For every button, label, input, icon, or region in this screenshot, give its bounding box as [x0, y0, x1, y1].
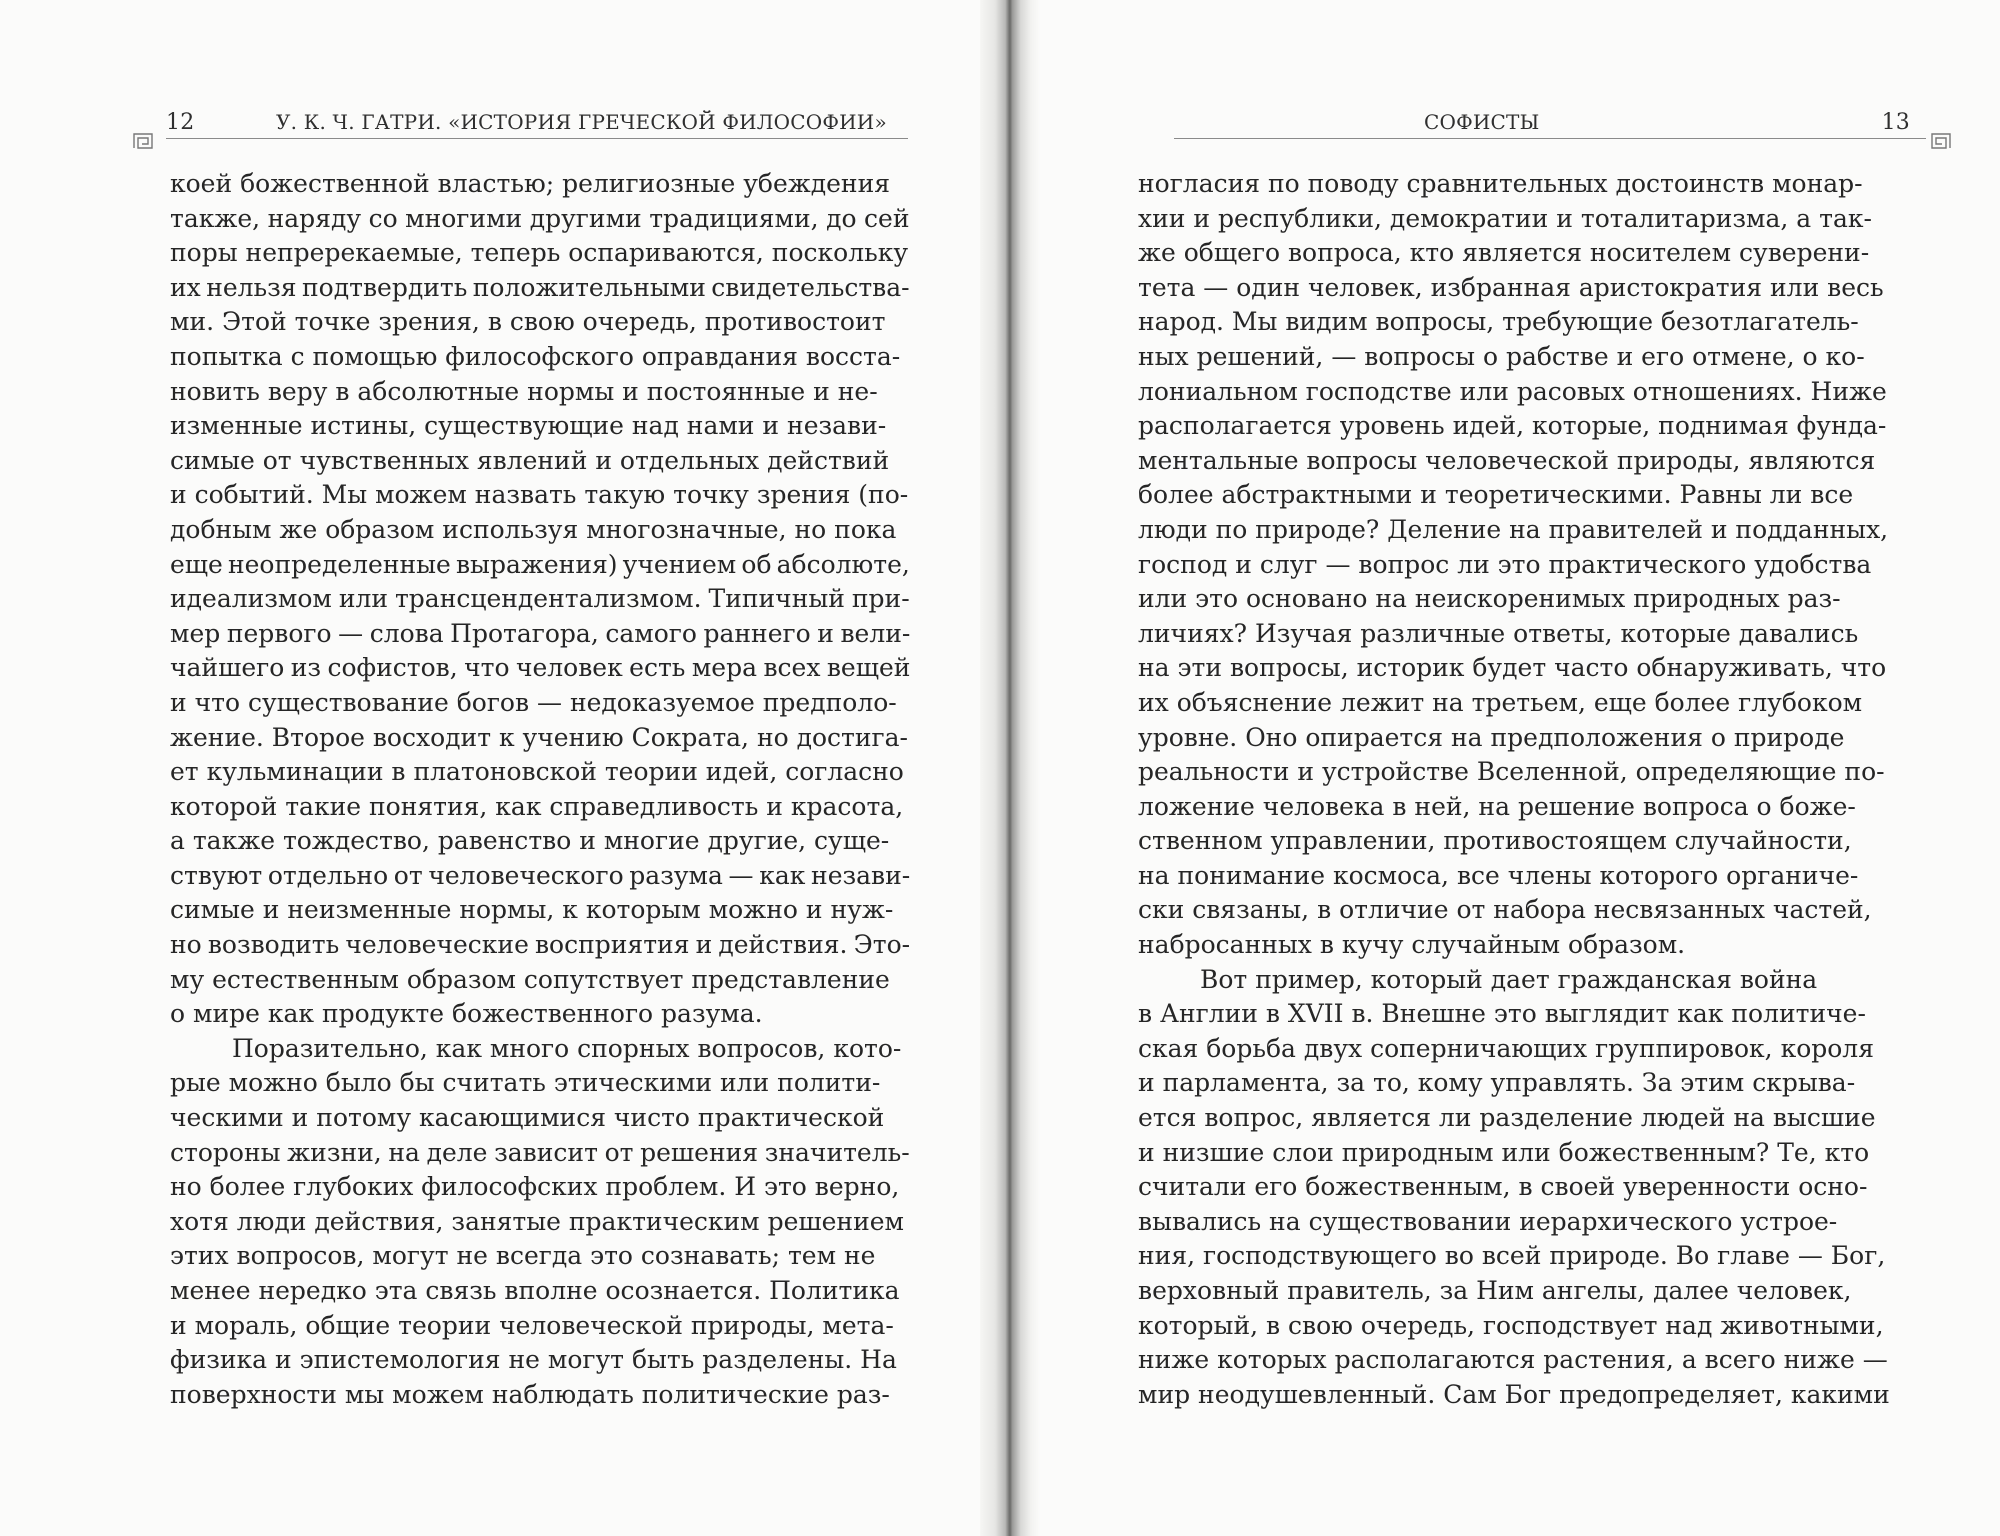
text-line: попытка с помощью философского оправдания восста- — [170, 341, 901, 371]
text-line: стороны жизни, на деле зависит от решения значитель- — [170, 1137, 910, 1167]
text-line: рые можно было бы считать этическими или полити- — [170, 1068, 881, 1098]
text-line: считали его божественным, в своей уверенности осно- — [1138, 1172, 1868, 1202]
text-line: ных решений, — вопросы о рабстве и его отмене, о ко- — [1138, 341, 1865, 371]
text-line: тета — один человек, избранная аристократия или весь — [1138, 272, 1884, 302]
text-line: мер первого — слова Протагора, самого раннего и вели- — [170, 618, 911, 648]
text-line: в Англии в XVII в. Внешне это выглядит как политиче- — [1138, 999, 1866, 1029]
text-line: народ. Мы видим вопросы, требующие безотлагатель- — [1138, 307, 1859, 337]
text-line: же общего вопроса, кто является носителем суверени- — [1138, 238, 1870, 268]
text-line: коей божественной властью; религиозные убеждения — [170, 169, 891, 198]
text-line: личиях? Изучая различные ответы, которые давались — [1138, 618, 1859, 648]
text-line: люди по природе? Деление на правителей и подданных, — [1138, 514, 1889, 544]
left-body-text — [170, 167, 910, 1412]
text-line: но более глубоких философских проблем. И это верно, — [170, 1172, 900, 1202]
left-running-title: У. К. Ч. ГАТРИ. «ИСТОРИЯ ГРЕЧЕСКОЙ ФИЛОСОФИИ» — [276, 110, 887, 134]
text-line: ногласия по поводу сравнительных достоинств монар- — [1138, 169, 1863, 198]
text-line: мир неодушевленный. Сам Бог предопределяет, какими — [1138, 1379, 1890, 1409]
text-line: реальности и устройстве Вселенной, определяющие по- — [1138, 757, 1885, 787]
text-line: Поразительно, как много спорных вопросов, кото- — [232, 1033, 902, 1063]
text-line: или это основано на неискоренимых природных раз- — [1138, 584, 1841, 614]
text-line: который, в свою очередь, господствует над животными, — [1138, 1310, 1884, 1340]
text-line: а также тождество, равенство и многие другие, суще- — [170, 826, 890, 856]
text-line: новить веру в абсолютные нормы и постоянные и не- — [170, 376, 878, 406]
text-line: их нельзя подтвердить положительными свидетельства- — [170, 272, 910, 302]
text-line: и что существование богов — недоказуемое предполо- — [170, 687, 897, 717]
right-running-header — [1140, 100, 1926, 140]
text-line: Вот пример, который дает гражданская война — [1200, 964, 1818, 994]
text-line: хотя люди действия, занятые практическим решением — [170, 1206, 904, 1236]
right-header-rule — [1174, 138, 1926, 139]
text-line: более абстрактными и теоретическими. Равны ли все — [1138, 480, 1854, 510]
text-line: хии и республики, демократии и тоталитаризма, а так- — [1138, 203, 1872, 233]
text-line: и парламента, за то, кому управлять. За этим скрыва- — [1138, 1068, 1856, 1098]
text-line: ментальные вопросы человеческой природы, являются — [1138, 445, 1876, 475]
text-line: на эти вопросы, историк будет часто обнаруживать, что — [1138, 653, 1887, 683]
text-line: набросанных в кучу случайным образом. — [1138, 930, 1686, 960]
text-line: еще неопределенные выражения) учением об абсолюте, — [170, 549, 910, 579]
text-line: симые и неизменные нормы, к которым можно и нуж- — [170, 895, 894, 925]
text-line: ет кульминации в платоновской теории идей, согласно — [170, 757, 904, 787]
text-line: му естественным образом сопутствует представление — [170, 964, 890, 994]
text-line: изменные истины, существующие над нами и незави- — [170, 411, 887, 441]
right-body-text — [1138, 167, 1910, 1412]
text-line: господ и слуг — вопрос ли это практического удобства — [1138, 549, 1872, 579]
text-line: менее нередко эта связь вполне осознается. Политика — [170, 1276, 900, 1305]
text-line: этих вопросов, могут не всегда это сознавать; тем не — [170, 1241, 876, 1271]
text-line: симые от чувственных явлений и отдельных действий — [170, 445, 890, 475]
text-line: поверхности мы можем наблюдать политические раз- — [170, 1379, 890, 1409]
text-line: располагается уровень идей, которые, поднимая фунда- — [1138, 411, 1887, 441]
text-line: лониальном господстве или расовых отношениях. Ниже — [1138, 376, 1887, 406]
text-line: верховный правитель, за Ним ангелы, далее человек, — [1138, 1276, 1852, 1305]
text-line: на понимание космоса, все члены которого органиче- — [1138, 860, 1859, 890]
left-running-header — [136, 100, 908, 140]
right-page-number: 13 — [1881, 110, 1910, 135]
text-line: ская борьба двух соперничающих группировок, короля — [1138, 1033, 1874, 1063]
text-line: поры непререкаемые, теперь оспариваются, поскольку — [170, 238, 909, 268]
right-page — [1030, 0, 2000, 1536]
greek-key-icon — [1930, 132, 1952, 150]
left-header-rule — [166, 138, 908, 139]
text-line: ется вопрос, является ли разделение людей на высшие — [1138, 1103, 1876, 1133]
text-line: вывались на существовании иерархического устрое- — [1138, 1206, 1838, 1236]
text-line: и событий. Мы можем назвать такую точку зрения (по- — [170, 480, 909, 510]
text-line: ложение человека в ней, на решение вопроса о боже- — [1138, 791, 1856, 821]
text-line: ческими и потому касающимися чисто практической — [170, 1103, 885, 1133]
text-line: но возводить человеческие восприятия и действия. Это- — [170, 930, 911, 960]
text-line: жение. Второе восходит к учению Сократа, но достига- — [170, 722, 909, 752]
text-line: о мире как продукте божественного разума. — [170, 999, 763, 1029]
text-line: и низшие слои природным или божественным? Те, кто — [1138, 1137, 1870, 1167]
text-line: уровне. Оно опирается на предположения о природе — [1138, 722, 1845, 752]
text-line: ниже которых располагаются растения, а всего ниже — — [1138, 1345, 1888, 1375]
text-line: ствуют отдельно от человеческого разума — как незави- — [170, 860, 911, 890]
text-line: ми. Этой точке зрения, в свою очередь, противостоит — [170, 307, 886, 337]
text-line: физика и эпистемология не могут быть разделены. На — [170, 1345, 897, 1375]
text-line: ния, господствующего во всей природе. Во главе — Бог, — [1138, 1241, 1886, 1271]
text-line: и мораль, общие теории человеческой природы, мета- — [170, 1310, 894, 1340]
greek-key-icon — [132, 132, 154, 150]
text-line: также, наряду со многими другими традициями, до сей — [170, 203, 910, 233]
text-line: их объяснение лежит на третьем, еще более глубоком — [1138, 687, 1863, 717]
left-page-number: 12 — [166, 110, 195, 135]
right-running-title: СОФИСТЫ — [1424, 110, 1540, 134]
text-line: идеализмом или трансцендентализмом. Типичный при- — [170, 584, 910, 614]
text-line: ственном управлении, противостоящем случайности, — [1138, 826, 1852, 856]
text-line: ски связаны, в отличие от набора несвязанных частей, — [1138, 895, 1872, 925]
text-line: которой такие понятия, как справедливость и красота, — [170, 791, 904, 821]
text-line: чайшего из софистов, что человек есть мера всех вещей — [170, 653, 911, 683]
text-line: добным же образом используя многозначные, но пока — [170, 514, 897, 544]
